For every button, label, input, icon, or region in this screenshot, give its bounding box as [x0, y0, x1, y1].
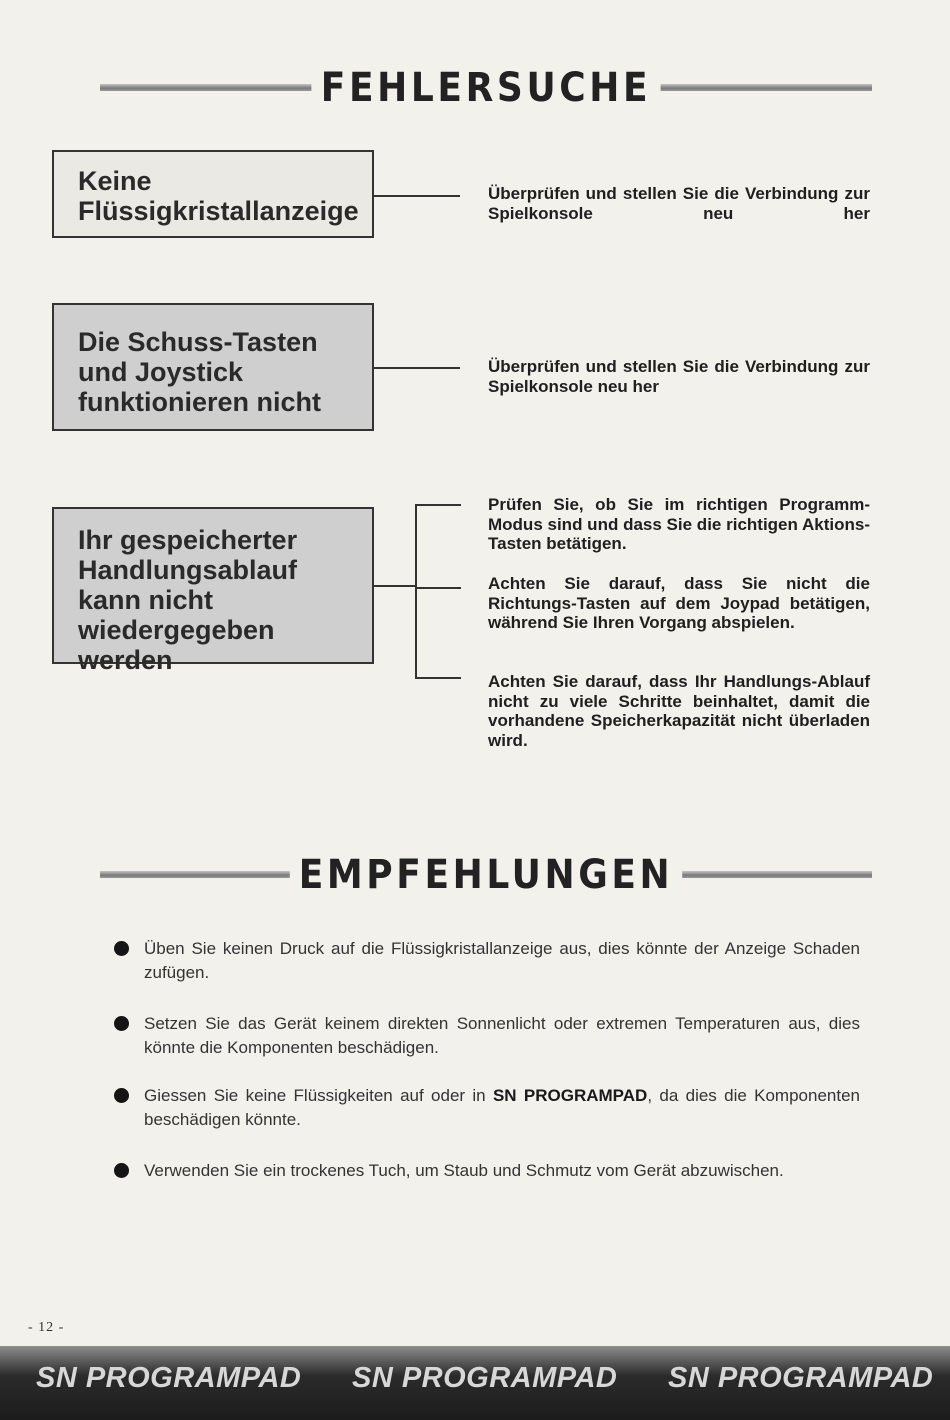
bullet-icon	[114, 1163, 129, 1178]
problem-box-playback: Ihr gespeicherter Handlungsablauf kann nicht wiedergegeben werden	[52, 507, 374, 664]
solution-text: Prüfen Sie, ob Sie im richtigen Programm-Modus sind und dass Sie die richtigen Aktions-Tasten betätigen.	[488, 495, 870, 553]
page-number: - 12 -	[28, 1320, 65, 1335]
recommendation-text: Verwenden Sie ein trockenes Tuch, um Staub und Schmutz vom Gerät abzuwischen.	[144, 1161, 784, 1180]
footer-band	[0, 1346, 950, 1420]
problem-box-buttons-joystick: Die Schuss-Tasten und Joystick funktionieren nicht	[52, 303, 374, 431]
bracket-line	[415, 504, 417, 678]
list-item	[114, 1012, 860, 1060]
troubleshooting-heading	[100, 58, 872, 118]
recommendations-heading	[100, 845, 872, 905]
bracket-tick	[415, 677, 461, 679]
connector-line	[374, 367, 460, 369]
bullet-icon	[114, 941, 129, 956]
solution-text: Überprüfen und stellen Sie die Verbindung zur Spielkonsole neu her	[488, 357, 870, 396]
connector-line	[374, 585, 416, 587]
recommendation-text: Üben Sie keinen Druck auf die Flüssigkristallanzeige aus, dies könnte der Anzeige Schaden zufügen.	[144, 939, 860, 982]
list-item	[114, 937, 860, 985]
recommendation-text: , da dies die Komponenten beschädigen könnte.	[144, 1086, 860, 1129]
footer-brand: SN PROGRAMPAD	[668, 1362, 934, 1394]
bullet-icon	[114, 1016, 129, 1031]
list-item	[114, 1084, 860, 1132]
problem-box-no-lcd: Keine Flüssigkristallanzeige	[52, 150, 374, 238]
bullet-icon	[114, 1088, 129, 1103]
solution-text: Überprüfen und stellen Sie die Verbindung zur Spielkonsole neu her	[488, 184, 870, 223]
recommendations-title: EMPFEHLUNGEN	[290, 852, 683, 898]
footer-brand: SN PROGRAMPAD	[352, 1362, 618, 1394]
solution-text: Achten Sie darauf, dass Sie nicht die Richtungs-Tasten auf dem Joypad betätigen, während Sie Ihren Vorgang abspielen.	[488, 574, 870, 632]
product-name: SN PROGRAMPAD	[492, 1086, 648, 1105]
troubleshooting-title: FEHLERSUCHE	[312, 65, 660, 111]
list-item	[114, 1159, 860, 1183]
connector-line	[374, 195, 460, 197]
recommendation-text: Giessen Sie keine Flüssigkeiten auf oder in	[144, 1086, 493, 1105]
footer-brand: SN PROGRAMPAD	[36, 1362, 302, 1394]
solution-text: Achten Sie darauf, dass Ihr Handlungs-Ablauf nicht zu viele Schritte beinhaltet, damit die vorhandene Speicherkapazität nicht überladen wird.	[488, 672, 870, 750]
bracket-tick	[415, 504, 461, 506]
recommendation-text: Setzen Sie das Gerät keinem direkten Sonnenlicht oder extremen Temperaturen aus, dies könnte die Komponenten beschädigen.	[144, 1014, 860, 1057]
bracket-tick	[415, 587, 461, 589]
